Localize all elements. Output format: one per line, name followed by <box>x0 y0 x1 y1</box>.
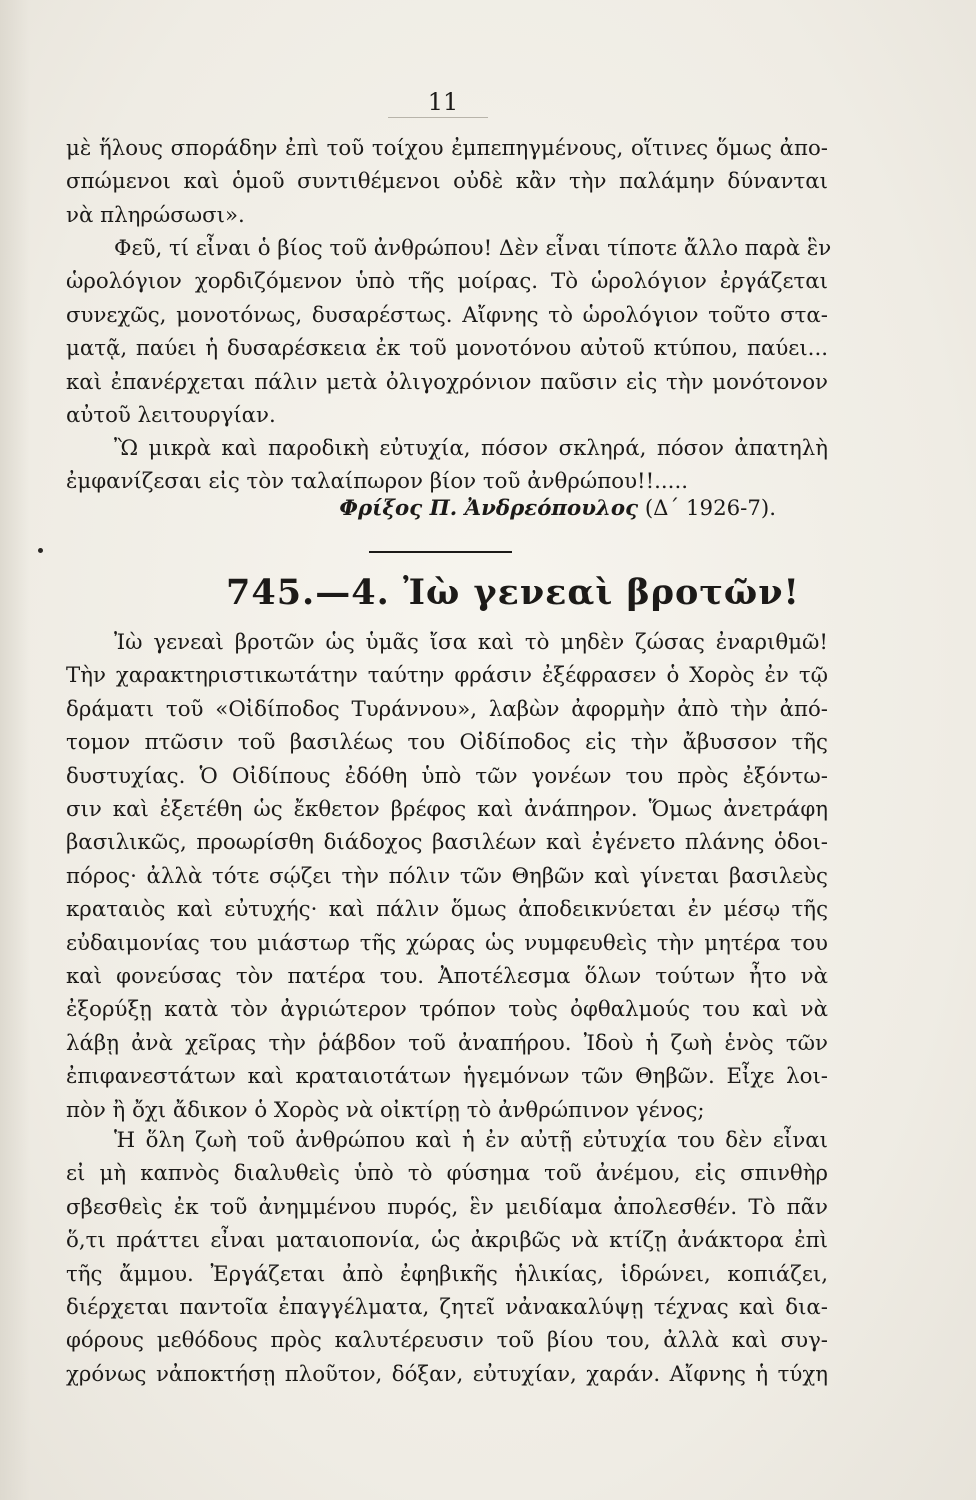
text-line: εἰ μὴ καπνὸς διαλυθεὶς ὑπὸ τὸ φύσημα τοῦ ἀνέμου, εἰς σπινθὴρ <box>66 1161 828 1187</box>
text-line: καὶ φονεύσας τὸν πατέρα του. Ἀποτέλεσμα ὅλων τούτων ἦτο νὰ <box>66 964 828 990</box>
paragraph-vanity-of-life <box>66 1124 828 1391</box>
text-line: Ἰὼ γενεαὶ βροτῶν ὡς ὑμᾶς ἴσα καὶ τὸ μηδὲν ζώσας ἐναριθμῶ! <box>114 630 828 655</box>
header-rule <box>388 117 488 118</box>
text-line: Ἡ ὅλη ζωὴ τοῦ ἀνθρώπου καὶ ἡ ἐν αὐτῇ εὐτυχία του δὲν εἶναι <box>114 1128 828 1153</box>
text-line: ἐπιφανεστάτων καὶ κραταιοτάτων ἡγεμόνων τῶν Θηβῶν. Εἶχε λοι- <box>66 1064 828 1090</box>
text-line: ματᾷ, παύει ἡ δυσαρέσκεια ἐκ τοῦ μονοτόνου αὐτοῦ κτύπου, παύει... <box>66 336 828 362</box>
text-line: διέρχεται παντοῖα ἐπαγγέλματα, ζητεῖ νἀνακαλύψῃ τέχνας καὶ δια- <box>66 1295 828 1321</box>
paragraph-happiness <box>66 432 828 499</box>
paper-speck <box>38 548 43 553</box>
text-line: σιν καὶ ἐξετέθη ὡς ἔκθετον βρέφος καὶ ἀνάπηρον. Ὅμως ἀνετράφη <box>66 797 828 823</box>
section-title: 745.—4. Ἰὼ γενεαὶ βροτῶν! <box>226 572 800 613</box>
author-note: (Δ΄ 1926-7). <box>644 496 776 521</box>
text-line: Φεῦ, τί εἶναι ὁ βίος τοῦ ἀνθρώπου! Δὲν εἶναι τίποτε ἄλλο παρὰ ἓν <box>114 236 832 261</box>
page-edge-shadow <box>0 0 30 1500</box>
text-line: πόρος· ἀλλὰ τότε σῴζει τὴν πόλιν τῶν Θηβῶν καὶ γίνεται βασιλεὺς <box>66 863 828 889</box>
paragraph-oedipus <box>66 626 828 1127</box>
text-line: τομον πτῶσιν τοῦ βασιλέως του Οἰδίποδος εἰς τὴν ἄβυσσον τῆς <box>66 730 828 756</box>
text-line: καὶ ἐπανέρχεται πάλιν μετὰ ὀλιγοχρόνιον παῦσιν εἰς τὴν μονότονον <box>66 369 828 395</box>
text-line: ἐμφανίζεσαι εἰς τὸν ταλαίπωρον βίον τοῦ ἀνθρώπου!!..... <box>66 469 688 495</box>
text-line: σπώμενοι καὶ ὁμοῦ συντιθέμενοι οὐδὲ κἂν τὴν παλάμην δύνανται <box>66 169 828 195</box>
text-line: εὐδαιμονίας του μιάστωρ τῆς χώρας ὡς νυμφευθεὶς τὴν μητέρα του <box>66 930 828 956</box>
text-line: βασιλικῶς, προωρίσθη διάδοχος βασιλέων καὶ ἐγένετο πλάνης ὁδοι- <box>66 830 828 856</box>
text-line: μὲ ἥλους σποράδην ἐπὶ τοῦ τοίχου ἐμπεπηγμένους, οἵτινες ὅμως ἀπο- <box>66 136 828 161</box>
text-line: λάβῃ ἀνὰ χεῖρας τὴν ῥάβδον τοῦ ἀναπήρου. Ἰδοὺ ἡ ζωὴ ἑνὸς τῶν <box>66 1030 828 1056</box>
text-line: ὅ,τι πράττει εἶναι ματαιοπονία, ὡς ἀκριβῶς νὰ κτίζῃ ἀνάκτορα ἐπὶ <box>66 1228 828 1254</box>
page-number: 11 <box>427 88 459 116</box>
text-line: Ὢ μικρὰ καὶ παροδικὴ εὐτυχία, πόσον σκληρά, πόσον ἀπατηλὴ <box>114 436 828 461</box>
text-line: νὰ πληρώσωσι». <box>66 202 245 228</box>
text-line: ἐξορύξῃ κατὰ τὸν ἀγριώτερον τρόπον τοὺς ὀφθαλμούς του καὶ νὰ <box>66 997 828 1023</box>
text-line: πὸν ἢ ὄχι ἄδικον ὁ Χορὸς νὰ οἰκτίρῃ τὸ ἀνθρώπινον γένος; <box>66 1097 705 1123</box>
text-line: Τὴν χαρακτηριστικωτάτην ταύτην φράσιν ἐξέφρασεν ὁ Χορὸς ἐν τῷ <box>66 663 828 689</box>
text-line: ὡρολόγιον χορδιζόμενον ὑπὸ τῆς μοίρας. Τὸ ὡρολόγιον ἐργάζεται <box>66 269 828 295</box>
paragraph-clock-metaphor <box>66 232 832 432</box>
text-line: συνεχῶς, μονοτόνως, δυσαρέστως. Αἴφνης τὸ ὡρολόγιον τοῦτο στα- <box>66 302 828 328</box>
paragraph-continuation <box>66 132 828 232</box>
author-signature <box>66 492 776 525</box>
text-line: αὐτοῦ λειτουργίαν. <box>66 403 276 429</box>
author-name: Φρίξος Π. Ἀνδρεόπουλος <box>339 496 639 521</box>
text-line: σβεσθεὶς ἐκ τοῦ ἀνημμένου πυρός, ἓν μειδίαμα ἀπολεσθέν. Τὸ πᾶν <box>66 1194 828 1220</box>
text-line: κραταιὸς καὶ εὐτυχής· καὶ πάλιν ὅμως ἀποδεικνύεται ἐν μέσῳ τῆς <box>66 897 828 923</box>
text-line: δράματι τοῦ «Οἰδίποδος Τυράννου», λαβὼν ἀφορμὴν ἀπὸ τὴν ἀπό- <box>66 696 828 722</box>
text-line: τῆς ἄμμου. Ἐργάζεται ἀπὸ ἐφηβικῆς ἡλικίας, ἱδρώνει, κοπιάζει, <box>66 1261 828 1287</box>
text-line: δυστυχίας. Ὁ Οἰδίπους ἐδόθη ὑπὸ τῶν γονέων του πρὸς ἐξόντω- <box>66 763 828 789</box>
text-line: χρόνως νἀποκτήσῃ πλοῦτον, δόξαν, εὐτυχίαν, χαράν. Αἴφνης ἡ τύχη <box>66 1361 828 1387</box>
text-line: φόρους μεθόδους πρὸς καλυτέρευσιν τοῦ βίου του, ἀλλὰ καὶ συγ- <box>66 1328 828 1354</box>
section-divider <box>369 551 512 553</box>
